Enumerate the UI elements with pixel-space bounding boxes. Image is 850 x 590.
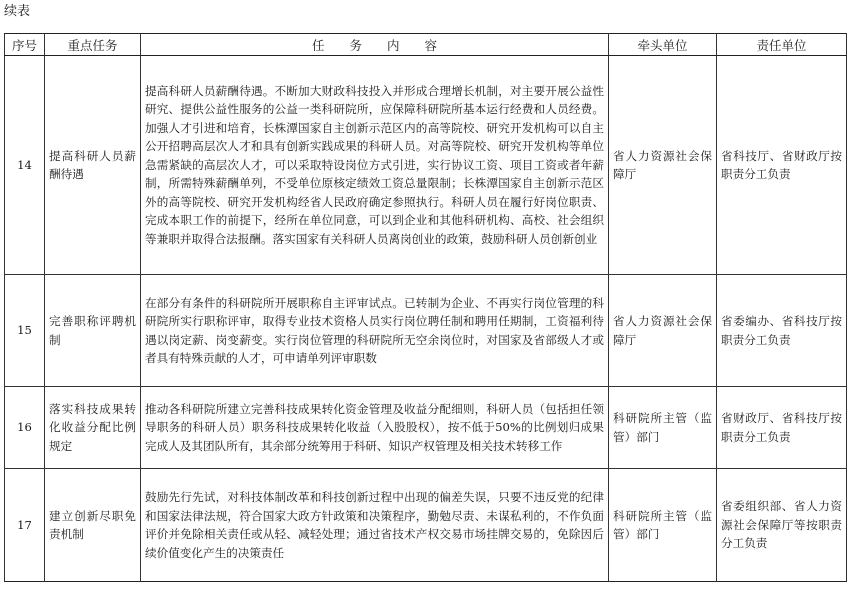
row-content: 推动各科研院所建立完善科技成果转化资金管理及收益分配细则，科研人员（包括担任领导职务的科研人员）职务科技成果转化收益（入股股权），按不低于50%的比例划归成果完成人及其团队所有，其余部分统筹用于科研、知识产权管理及相关技术转移工作 [141, 387, 609, 469]
row-lead-unit: 省人力资源社会保障厅 [609, 56, 717, 275]
table-row [5, 56, 847, 275]
table-row [5, 275, 847, 387]
row-content: 提高科研人员薪酬待遇。不断加大财政科技投入并形成合理增长机制，对主要开展公益性研究、提供公益性服务的公益一类科研院所，应保障科研院所基本运行经费和人员经费。加强人才引进和培育，长株潭国家自主创新示范区内的高等院校、研究开发机构可以自主公开招聘高层次人才和具有创新实践成果的科研人员。对高等院校、研究开发机构等单位急需紧缺的高层次人才，可以采取特设岗位方式引进，实行协议工资、项目工资或者年薪制，所需特殊薪酬单列，不受单位原核定绩效工资总量限制；长株潭国家自主创新示范区外的高等院校、研究开发机构经省人民政府确定参照执行。科研人员在履行好岗位职责、完成本职工作的前提下，经所在单位同意，可以到企业和其他科研机构、高校、社会组织等兼职并取得合法报酬。落实国家有关科研人员离岗创业的政策，鼓励科研人员创新创业 [141, 56, 609, 275]
row-no: 14 [5, 56, 45, 275]
header-content: 任 务 内 容 [141, 34, 609, 56]
table-row [5, 469, 847, 582]
row-content: 在部分有条件的科研院所开展职称自主评审试点。已转制为企业、不再实行岗位管理的科研院所实行职称评审，取得专业技术资格人员实行岗位聘任制和聘用任期制，工资福利待遇以岗定薪、岗变薪变。实行岗位管理的科研院所无空余岗位时，对国家及省部级人才或者具有特殊贡献的人才，可申请单列评审职数 [141, 275, 609, 387]
row-no: 17 [5, 469, 45, 582]
header-responsible: 责任单位 [717, 34, 847, 56]
header-task: 重点任务 [45, 34, 141, 56]
row-task: 完善职称评聘机制 [45, 275, 141, 387]
table-row [5, 387, 847, 469]
row-lead-unit: 省人力资源社会保障厅 [609, 275, 717, 387]
row-no: 16 [5, 387, 45, 469]
row-responsible-unit: 省科技厅、省财政厅按职责分工负责 [717, 56, 847, 275]
row-no: 15 [5, 275, 45, 387]
row-lead-unit: 科研院所主管（监管）部门 [609, 469, 717, 582]
table-header-row [5, 34, 847, 56]
row-content: 鼓励先行先试，对科技体制改革和科技创新过程中出现的偏差失误，只要不违反党的纪律和国家法律法规，符合国家大政方针政策和决策程序，勤勉尽责、未谋私利的，不作负面评价并免除相关责任或从轻、减轻处理；通过省技术产权交易市场挂牌交易的，免除因后续价值变化产生的决策责任 [141, 469, 609, 582]
row-lead-unit: 科研院所主管（监管）部门 [609, 387, 717, 469]
row-task: 提高科研人员薪酬待遇 [45, 56, 141, 275]
row-responsible-unit: 省委编办、省科技厅按职责分工负责 [717, 275, 847, 387]
row-task: 落实科技成果转化收益分配比例规定 [45, 387, 141, 469]
row-responsible-unit: 省委组织部、省人力资源社会保障厅等按职责分工负责 [717, 469, 847, 582]
task-table [4, 33, 847, 582]
row-responsible-unit: 省财政厅、省科技厅按职责分工负责 [717, 387, 847, 469]
header-no: 序号 [5, 34, 45, 56]
table-continued-caption: 续表 [4, 4, 31, 19]
header-lead: 牵头单位 [609, 34, 717, 56]
row-task: 建立创新尽职免责机制 [45, 469, 141, 582]
